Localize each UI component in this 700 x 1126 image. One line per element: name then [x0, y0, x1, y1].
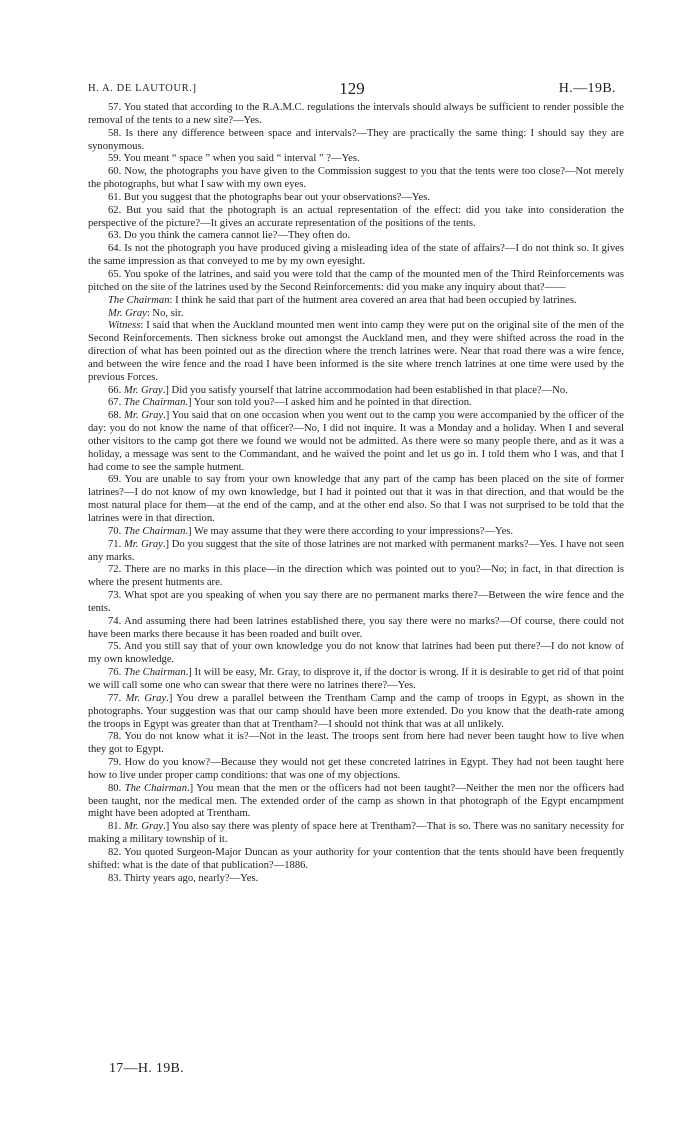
evidence-paragraph	[88, 667, 624, 693]
evidence-paragraph	[88, 526, 624, 539]
speaker-name: Mr. Gray	[108, 307, 147, 319]
paragraph-text: .] You mean that the men or the officers had not been taught?—Neither the men nor the officers had been taught, nor the medical men. The extended order of the camp as shown in that photograph of the Egypt encampment might have been adopted at Trentham.	[88, 782, 624, 820]
evidence-paragraph	[88, 474, 624, 525]
paragraph-text: 76.	[108, 667, 124, 679]
speaker-name: The Chairman	[124, 782, 187, 794]
speaker-name: Witness	[108, 320, 141, 332]
paragraph-text: .] You also say there was plenty of space here at Trentham?—That is so. There was no sanitary necessity for making a military township of it.	[88, 821, 625, 846]
evidence-paragraph	[88, 873, 624, 886]
paragraph-text: .] We may assume that they were there according to your impressions?—Yes.	[185, 525, 514, 537]
evidence-paragraph	[88, 821, 624, 847]
evidence-paragraph	[88, 295, 624, 308]
paragraph-text: 63. Do you think the camera cannot lie?—They often do.	[108, 230, 351, 242]
evidence-paragraph	[88, 128, 624, 154]
evidence-paragraph	[88, 166, 624, 192]
evidence-paragraph	[88, 410, 624, 474]
paragraph-text: 74. And assuming there had been latrines established there, you say there were no marks?—Of course, there could not have been marks there because it has been roaded and built over.	[88, 615, 624, 640]
speaker-name: The Chairman	[108, 294, 170, 306]
evidence-paragraph	[88, 205, 624, 231]
paragraph-text: .] It will be easy, Mr. Gray, to disprove it, if the doctor is wrong. If it is desirable to get rid of that point we will call some one who can swear that there were no latrines there?—Yes.	[88, 667, 624, 691]
evidence-paragraph	[88, 192, 624, 205]
paragraph-text: 61. But you suggest that the photographs bear out your observations?—Yes.	[108, 191, 430, 203]
evidence-paragraph	[88, 243, 624, 269]
paragraph-text: 71.	[108, 538, 124, 550]
evidence-paragraph	[88, 783, 624, 822]
paragraph-text: 82. You quoted Surgeon-Major Duncan as your authority for your contention that the tents should have been frequently shifted: what is the date of that publication?—1886.	[88, 846, 624, 871]
paragraph-text: : I think he said that part of the hutment area covered an area that had been occupied by latrines.	[169, 294, 577, 306]
speaker-name: Mr. Gray	[124, 410, 164, 422]
paragraph-text: 77.	[108, 692, 126, 704]
paragraph-text: 60. Now, the photographs you have given to the Commission suggest to you that the tents were too close?—Not merely the photographs, but what I saw with my own eyes.	[88, 166, 624, 191]
paragraph-text: : No, sir.	[146, 307, 184, 319]
evidence-paragraph	[88, 153, 624, 166]
evidence-paragraph	[88, 269, 624, 295]
evidence-paragraph	[88, 564, 624, 590]
evidence-paragraph	[88, 385, 624, 398]
evidence-paragraph	[88, 693, 624, 732]
paragraph-text: .] You said that on one occasion when you went out to the camp you were accompanied by the officer of the day: you do not know the name of that officer?—No, I did not inquire. It was a Monday and a holiday. When I and several other visitors to the camp got there we found we would not be admitted. As there were so many people there, and as it was a holiday, a message was sent to the Commandant, and he waived the point and let us go in. I told them who I was, and that I had come to see the sample hutment.	[88, 410, 624, 473]
paragraph-text: 62. But you said that the photograph is an actual representation of the effect: did you take into consideration the perspective of the picture?—It gives an accurate representation of the positions of the tents.	[88, 204, 624, 229]
paragraph-text: .] Your son told you?—I asked him and he pointed in that direction.	[185, 397, 472, 409]
speaker-name: The Chairman	[123, 525, 186, 537]
evidence-paragraph	[88, 539, 624, 565]
paragraph-text: 80.	[108, 782, 125, 794]
speaker-name: The Chairman	[123, 397, 186, 409]
signature-mark: 17—H. 19B.	[109, 1061, 184, 1076]
paragraph-text: 75. And you still say that of your own knowledge you do not know that latrines had been put there?—I do not know of my own knowledge.	[88, 641, 624, 666]
page-header	[88, 80, 616, 100]
evidence-paragraph	[88, 847, 624, 873]
paragraph-text: 58. Is there any difference between space and intervals?—They are practically the same thing: I should say they are synonymous.	[88, 127, 624, 152]
evidence-body	[88, 102, 624, 885]
paragraph-text: 79. How do you know?—Because they would not get these concreted latrines in Egypt. They had not been taught here how to live under proper camp conditions: that was one of my objections.	[88, 757, 624, 781]
evidence-paragraph	[88, 397, 624, 410]
paragraph-text: 73. What spot are you speaking of when you say there are no permanent marks there?—Between the wire fence and the tents.	[88, 590, 624, 614]
evidence-paragraph	[88, 641, 624, 667]
paragraph-text: 59. You meant “ space ” when you said “ interval ” ?—Yes.	[108, 153, 360, 165]
speaker-name: Mr. Gray	[124, 821, 164, 833]
speaker-name: The Chairman	[124, 667, 186, 679]
paragraph-text: 68.	[108, 410, 125, 422]
paragraph-text: 83. Thirty years ago, nearly?—Yes.	[108, 872, 259, 884]
paragraph-text: 57. You stated that according to the R.A.M.C. regulations the intervals should always be sufficient to render possible the removal of the tents to a new site?—Yes.	[88, 102, 624, 126]
evidence-paragraph	[88, 731, 624, 757]
paragraph-text: .] Did you satisfy yourself that latrine accommodation had been established in that place?—No.	[162, 384, 568, 396]
evidence-paragraph	[88, 230, 624, 243]
header-witness-name: H. A. DE LAUTOUR.]	[88, 83, 197, 94]
paragraph-text: 66.	[108, 384, 124, 396]
paragraph-text: .] You drew a parallel between the Trentham Camp and the camp of troops in Egypt, as shown in the photographs. Your suggestion was that our camp should have been more extended. Do you know that the death-rate among the troops in Egypt was greater than that at Trentham?—I should not think that was at all unlikely.	[88, 692, 625, 730]
paragraph-text: 70.	[108, 525, 124, 537]
evidence-paragraph	[88, 320, 624, 384]
evidence-paragraph	[88, 616, 624, 642]
paragraph-text: 69. You are unable to say from your own knowledge that any part of the camp has been placed on the site of former latrines?—I do not know of my own knowledge, but I had it pointed out that it was in that direction, and that would be the most natural place for them—at the end of the camp, and at the other end also. So that I was not surprised to be told that the latrines were in that direction.	[88, 474, 624, 524]
paragraph-text: : I said that when the Auckland mounted men went into camp they were put on the original site of the men of the Second Reinforcements. Then sickness broke out amongst the Auckland men, and they were shifted across the road in the direction of what has been pointed out as the direction where the trench latrines were. Near that road there was a wire fence, and between the wire fence and the road I have been informed is the site where trench latrines at one time were used by the previous Forces.	[88, 320, 624, 383]
paragraph-text: 65. You spoke of the latrines, and said you were told that the camp of the mounted men of the Third Reinforcements was pitched on the site of the latrines used by the Second Reinforcements: did you make any inquiry about that?——	[88, 268, 624, 293]
evidence-paragraph	[88, 590, 624, 616]
paragraph-text: .] Do you suggest that the site of those latrines are not marked with permanent marks?—Yes. I have not seen any marks.	[88, 538, 625, 563]
paragraph-text: 78. You do not know what it is?—Not in the least. The troops sent from here had never been taught how to live when they got to Egypt.	[88, 731, 624, 756]
page-number: 129	[339, 79, 365, 98]
paragraph-text: 64. Is not the photograph you have produced giving a misleading idea of the state of affairs?—I do not think so. It gives the same impression as that conveyed to me by my own eyesight.	[88, 243, 624, 268]
evidence-paragraph	[88, 757, 624, 783]
paragraph-text: 72. There are no marks in this place—in the direction which was pointed out to you?—No; in fact, in that direction is where the present hutments are.	[88, 564, 624, 589]
paragraph-text: 67.	[108, 397, 124, 409]
speaker-name: Mr. Gray	[125, 692, 167, 704]
document-reference: H.—19B.	[558, 81, 616, 96]
evidence-paragraph	[88, 102, 624, 128]
speaker-name: Mr. Gray	[123, 384, 163, 396]
speaker-name: Mr. Gray	[123, 538, 163, 550]
evidence-paragraph	[88, 308, 624, 321]
paragraph-text: 81.	[108, 821, 125, 833]
